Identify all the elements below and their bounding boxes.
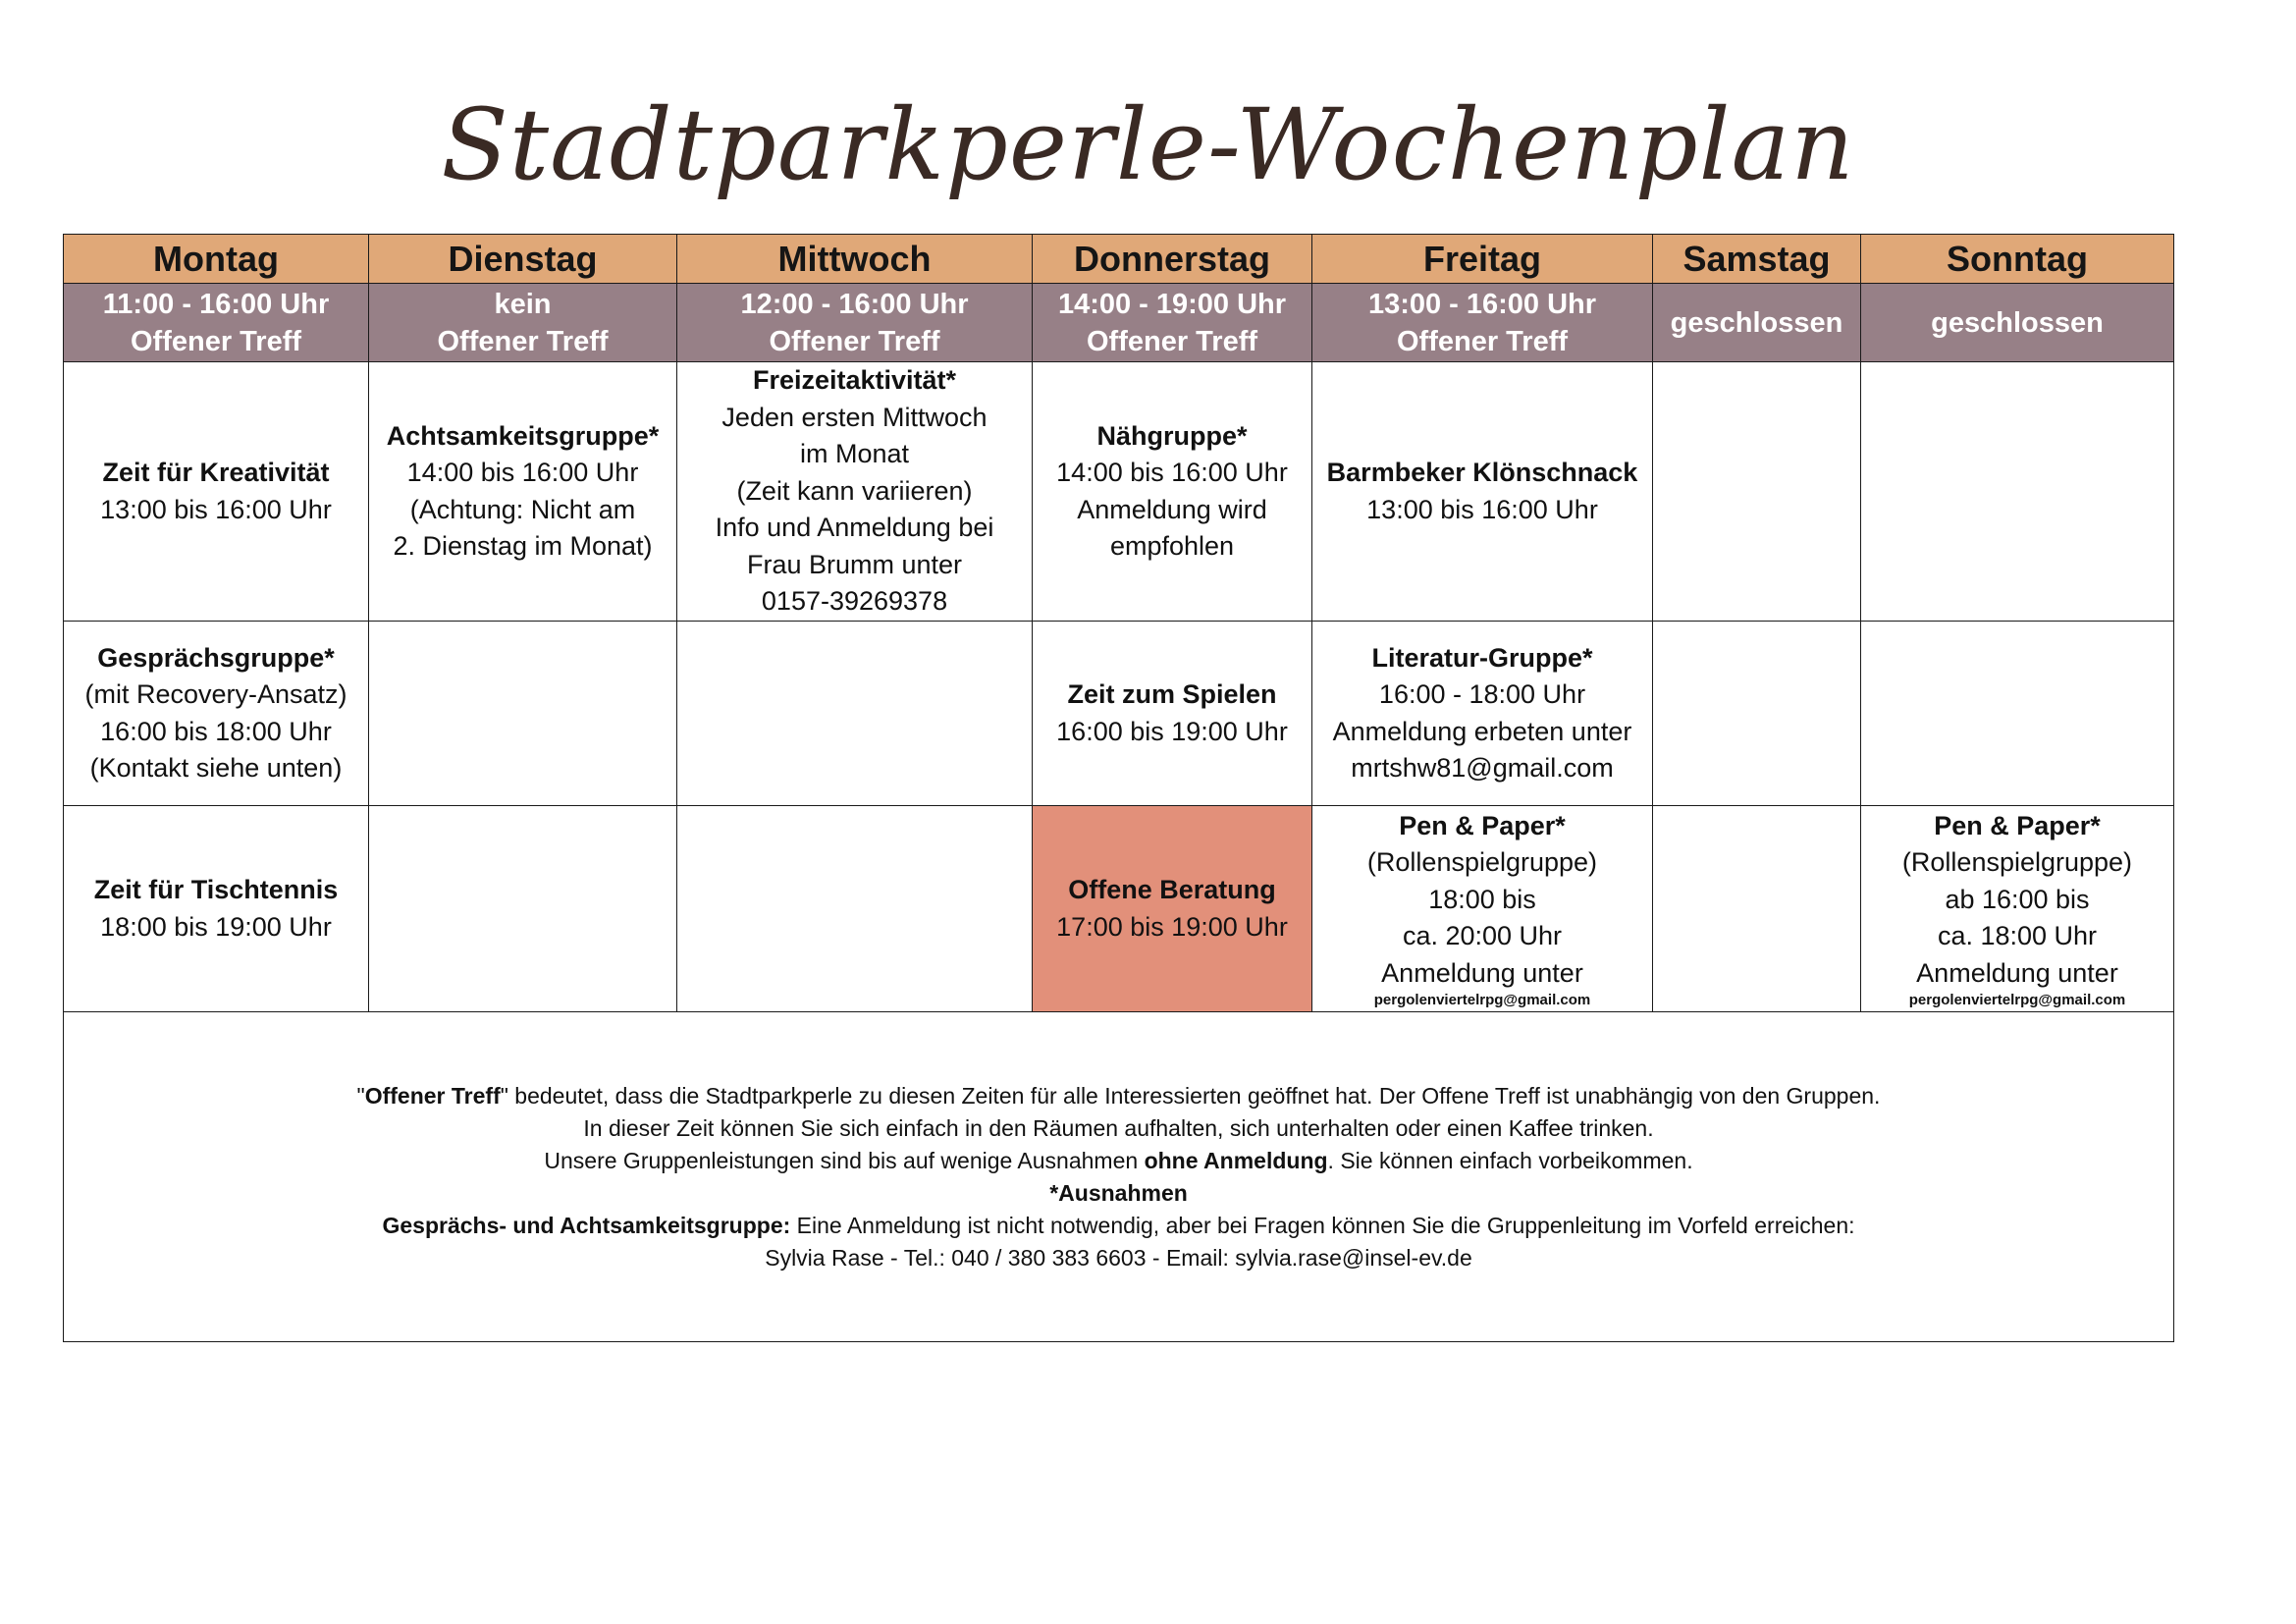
opening-montag: 11:00 - 16:00 Uhr Offener Treff bbox=[64, 284, 369, 362]
activity-cell-donnerstag: Zeit zum Spielen 16:00 bis 19:00 Uhr bbox=[1033, 622, 1312, 806]
note-line-3: Unsere Gruppenleistungen sind bis auf wenige Ausnahmen ohne Anmeldung. Sie können einfach vorbeikommen. bbox=[544, 1147, 1693, 1173]
page-title: Stadtparkperle-Wochenplan bbox=[441, 87, 1855, 202]
activity-row-2 bbox=[64, 622, 2174, 806]
activity-cell-sonntag bbox=[1861, 622, 2174, 806]
email-link: pergolenviertelrpg@gmail.com bbox=[1908, 992, 2126, 1009]
day-header-samstag: Samstag bbox=[1653, 235, 1861, 284]
day-header-dienstag: Dienstag bbox=[369, 235, 677, 284]
note-line-1: "Offener Treff" bedeutet, dass die Stadtparkperle zu diesen Zeiten für alle Interessierten geöffnet hat. Der Offene Treff ist unabhängig von den Gruppen. bbox=[356, 1082, 1881, 1109]
activity-cell-donnerstag-beratung: Offene Beratung 17:00 bis 19:00 Uhr bbox=[1033, 806, 1312, 1012]
activity-cell-mittwoch: Freizeitaktivität* Jeden ersten Mittwoch im Monat (Zeit kann variieren) Info und Anmeldung bei Frau Brumm unter 0157-39269378 bbox=[677, 362, 1033, 622]
day-header-sonntag: Sonntag bbox=[1861, 235, 2174, 284]
activity-cell-mittwoch bbox=[677, 806, 1033, 1012]
note-line-5: Gesprächs- und Achtsamkeitsgruppe: Eine Anmeldung ist nicht notwendig, aber bei Fragen können Sie die Gruppenleitung im Vorfeld erreichen: bbox=[382, 1212, 1855, 1238]
activity-cell-dienstag bbox=[369, 806, 677, 1012]
activity-cell-donnerstag: Nähgruppe* 14:00 bis 16:00 Uhr Anmeldung wird empfohlen bbox=[1033, 362, 1312, 622]
activity-row-1 bbox=[64, 362, 2174, 622]
day-header-mittwoch: Mittwoch bbox=[677, 235, 1033, 284]
note-line-4: *Ausnahmen bbox=[1049, 1179, 1188, 1206]
opening-samstag: geschlossen bbox=[1653, 284, 1861, 362]
activity-row-3 bbox=[64, 806, 2174, 1012]
activity-cell-freitag: Barmbeker Klönschnack 13:00 bis 16:00 Uhr bbox=[1312, 362, 1653, 622]
day-header-montag: Montag bbox=[64, 235, 369, 284]
notes-row bbox=[64, 1012, 2174, 1342]
contact-line: Sylvia Rase - Tel.: 040 / 380 383 6603 - Email: sylvia.rase@insel-ev.de bbox=[765, 1244, 1472, 1271]
email-link: pergolenviertelrpg@gmail.com bbox=[1373, 992, 1591, 1009]
activity-cell-montag: Gesprächsgruppe* (mit Recovery-Ansatz) 16:00 bis 18:00 Uhr (Kontakt siehe unten) bbox=[64, 622, 369, 806]
day-header-donnerstag: Donnerstag bbox=[1033, 235, 1312, 284]
activity-cell-freitag: Literatur-Gruppe* 16:00 - 18:00 Uhr Anmeldung erbeten unter mrtshw81@gmail.com bbox=[1312, 622, 1653, 806]
opening-donnerstag: 14:00 - 19:00 Uhr Offener Treff bbox=[1033, 284, 1312, 362]
opening-dienstag: kein Offener Treff bbox=[369, 284, 677, 362]
activity-cell-mittwoch bbox=[677, 622, 1033, 806]
activity-cell-montag: Zeit für Tischtennis 18:00 bis 19:00 Uhr bbox=[64, 806, 369, 1012]
activity-cell-samstag bbox=[1653, 806, 1861, 1012]
activity-cell-dienstag: Achtsamkeitsgruppe* 14:00 bis 16:00 Uhr (Achtung: Nicht am 2. Dienstag im Monat) bbox=[369, 362, 677, 622]
opening-sonntag: geschlossen bbox=[1861, 284, 2174, 362]
opening-mittwoch: 12:00 - 16:00 Uhr Offener Treff bbox=[677, 284, 1033, 362]
note-line-2: In dieser Zeit können Sie sich einfach in den Räumen aufhalten, sich unterhalten oder einen Kaffee trinken. bbox=[583, 1114, 1654, 1141]
activity-cell-dienstag bbox=[369, 622, 677, 806]
opening-freitag: 13:00 - 16:00 Uhr Offener Treff bbox=[1312, 284, 1653, 362]
weekly-schedule-table bbox=[63, 234, 2174, 1342]
day-header-freitag: Freitag bbox=[1312, 235, 1653, 284]
notes-block bbox=[64, 1012, 2174, 1342]
day-header-row bbox=[64, 235, 2174, 284]
activity-cell-samstag bbox=[1653, 622, 1861, 806]
activity-cell-sonntag: Pen & Paper* (Rollenspielgruppe) ab 16:00 bis ca. 18:00 Uhr Anmeldung unter pergolenviertelrpg@gmail.com bbox=[1861, 806, 2174, 1012]
opening-hours-row bbox=[64, 284, 2174, 362]
activity-cell-sonntag bbox=[1861, 362, 2174, 622]
activity-cell-samstag bbox=[1653, 362, 1861, 622]
activity-cell-freitag: Pen & Paper* (Rollenspielgruppe) 18:00 bis ca. 20:00 Uhr Anmeldung unter pergolenviertelrpg@gmail.com bbox=[1312, 806, 1653, 1012]
activity-cell-montag: Zeit für Kreativität 13:00 bis 16:00 Uhr bbox=[64, 362, 369, 622]
